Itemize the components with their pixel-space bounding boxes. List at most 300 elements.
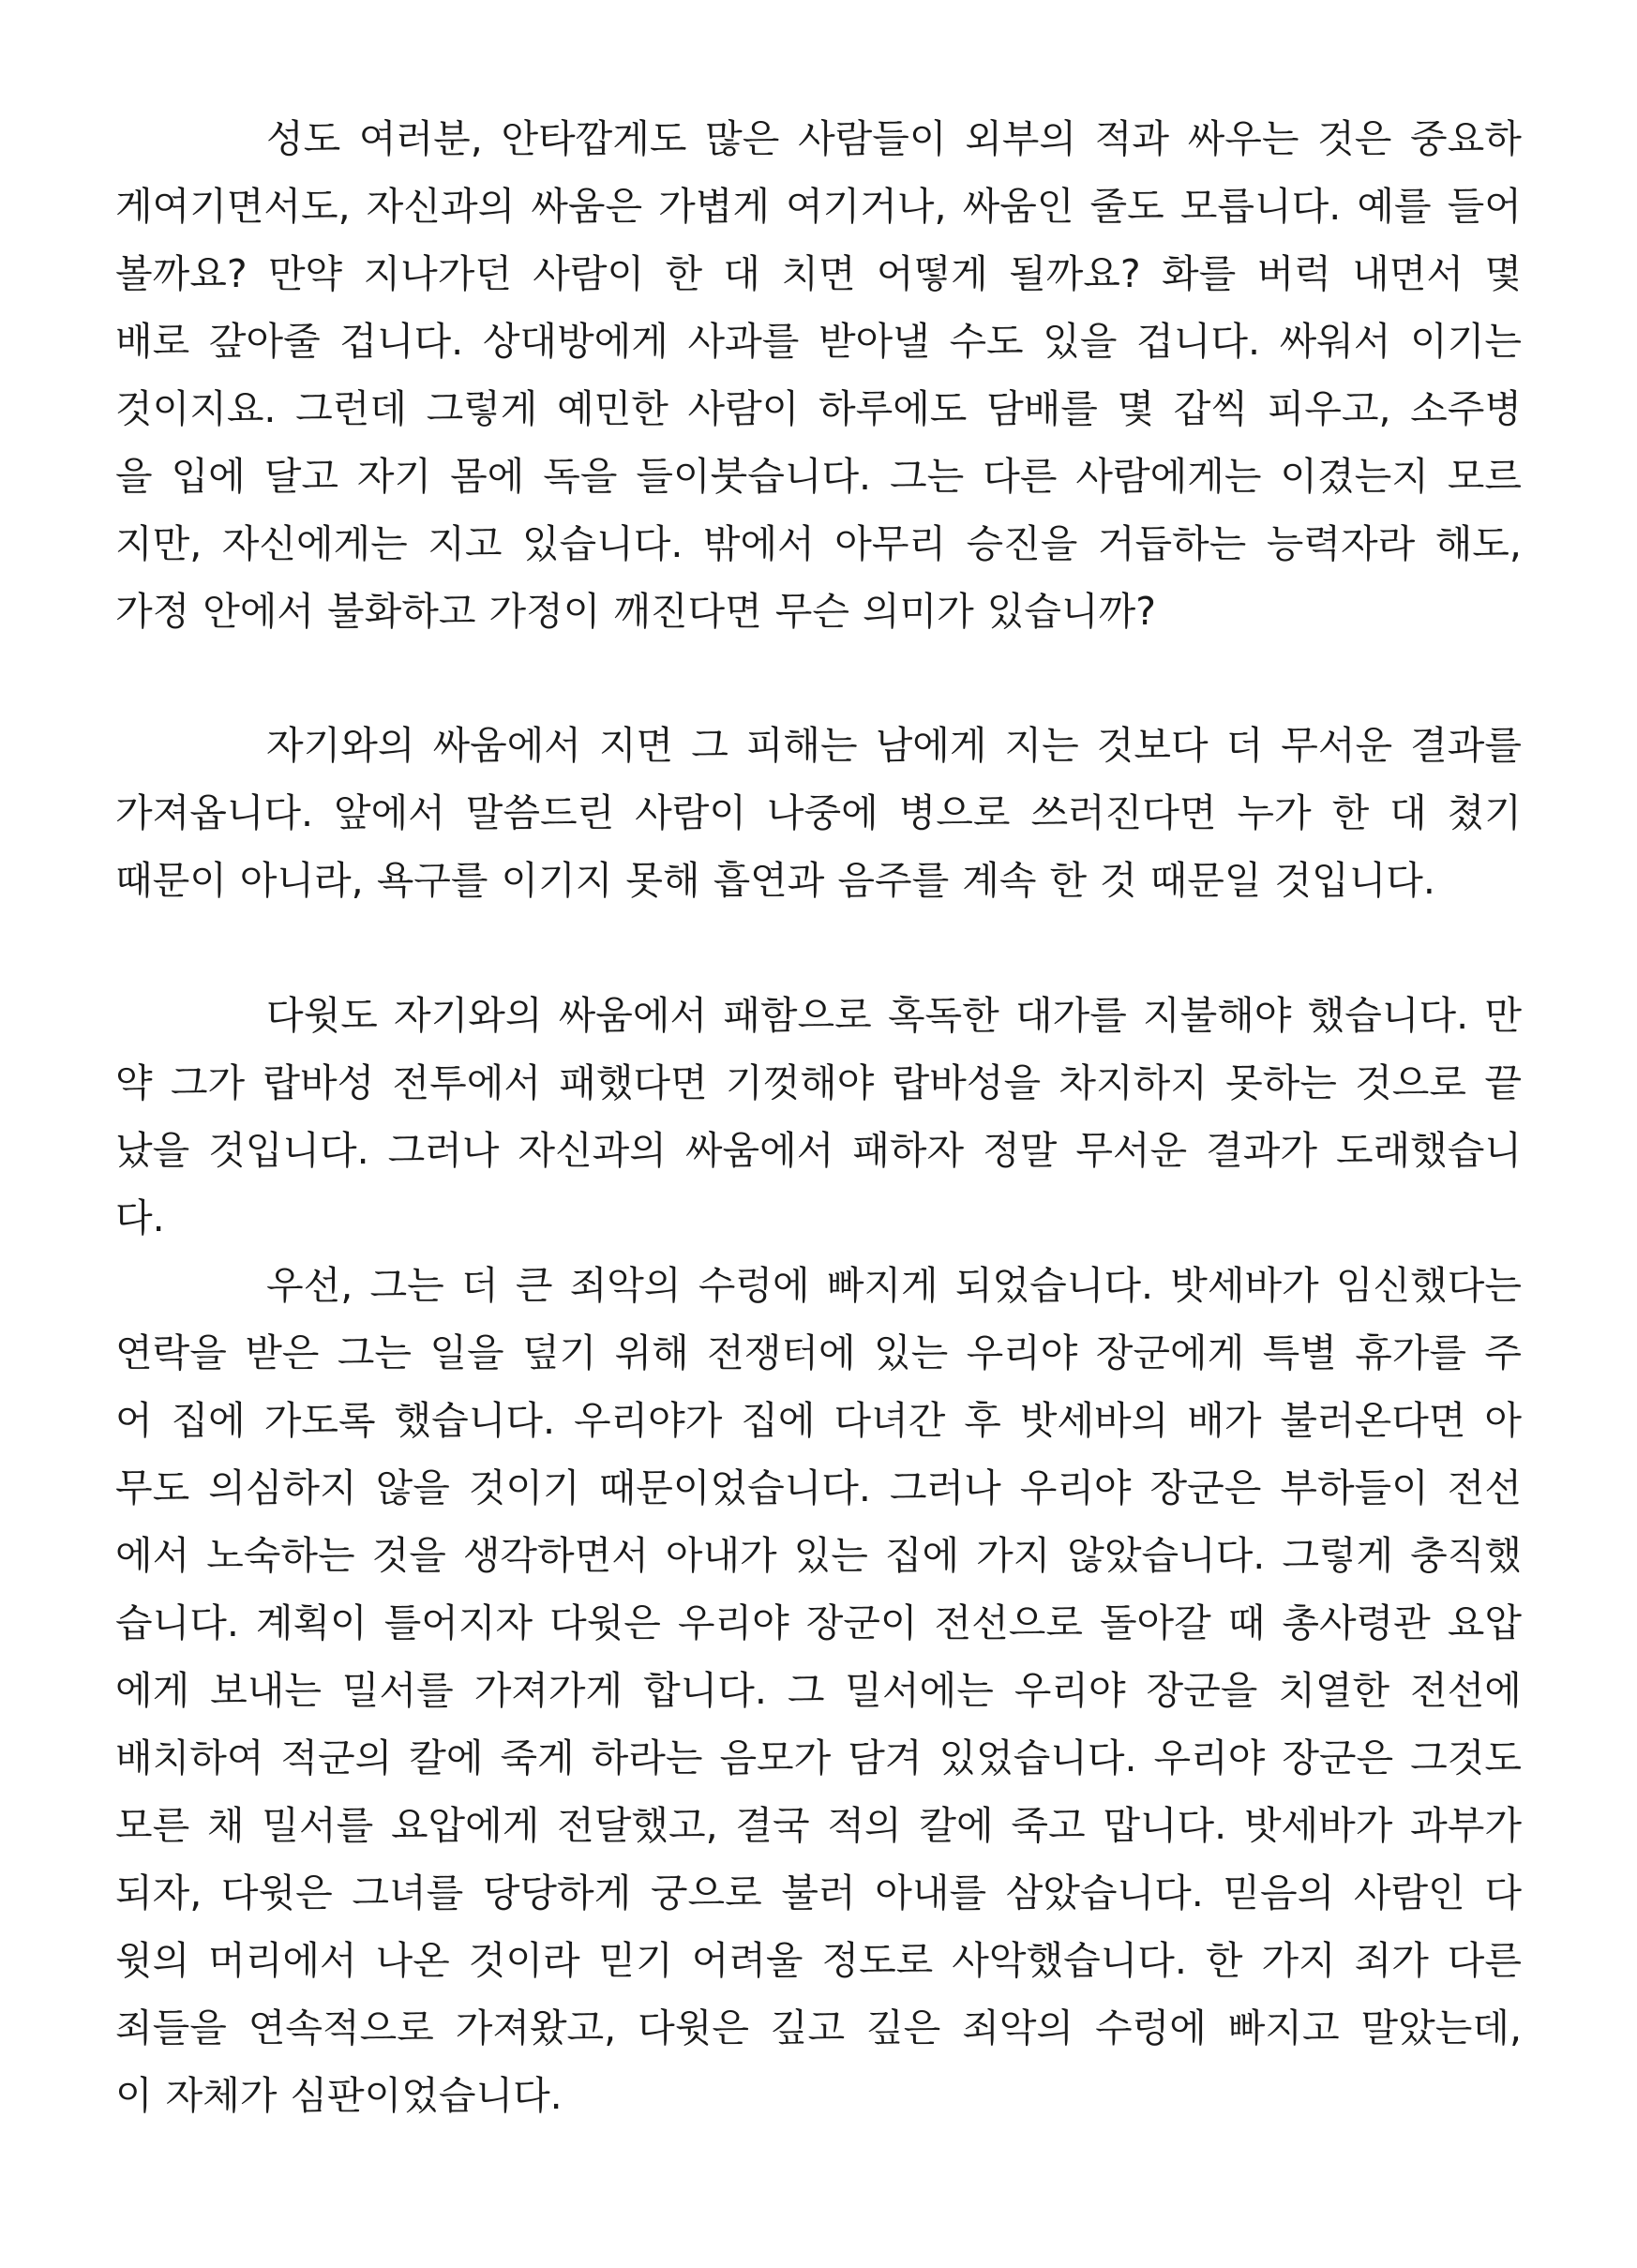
word: 밧세바가 [1243,1803,1393,1848]
word: 에서 [115,1533,190,1578]
word: 욕구를 [376,858,488,903]
word: 무도 [115,1465,190,1510]
word: 죄악의 [962,2005,1074,2050]
word: 만약 [267,251,343,296]
word: 연속적으로 [248,2005,434,2050]
word: 칼에 [409,1735,484,1780]
word: 아니라, [239,858,364,903]
word: 전선 [1447,1465,1522,1510]
word: 불러온다면 [1280,1398,1466,1443]
word: 대가를 [1014,993,1127,1038]
word: 한 [1205,1938,1243,1983]
word: 어려울 [691,1938,803,1983]
word: 하루에도 [818,386,968,431]
word: 내면서 [1352,251,1464,296]
word: 장군을 [1146,1668,1258,1713]
text-line [115,1306,1522,1377]
word: 되었습니다. [954,1263,1153,1308]
word: 누가 [1237,790,1312,835]
word: 줄도 [1089,184,1164,229]
word: 사람인 [1353,1870,1465,1915]
word: 혹독한 [887,993,999,1038]
word: 모른 [115,1803,190,1848]
word: 아 [1484,1398,1522,1443]
word: 전선에 [1410,1668,1522,1713]
text-line [115,1374,1522,1445]
word: 승진을 [966,521,1078,566]
word: 아내가 [665,1533,777,1578]
word: 의미가 [862,589,974,634]
word: 궁으로 [650,1870,762,1915]
word: 다윗은 [638,2005,749,2050]
word: 수렁에 [698,1263,810,1308]
word: 그가 [170,1060,246,1105]
word: 지면 [598,723,674,768]
word: 가볍게 [658,184,770,229]
text-line [115,564,1522,636]
word: 한 [1049,858,1088,903]
word: 싸움에서 [558,993,708,1038]
word: 사람에게는 [1075,454,1262,499]
word: 가정 [115,589,190,634]
word: 않을 [375,1465,450,1510]
word: 쓰러진다면 [1030,790,1217,835]
word: 합니다. [643,1668,767,1713]
word: 장군이 [805,1600,918,1645]
word: 했습니다. [394,1398,555,1443]
word: 이기지 [501,858,613,903]
word: 싸움에서 [684,1128,834,1173]
word: 사람이 [533,251,645,296]
word: 병으로 [898,790,1011,835]
word: 더 [1225,723,1264,768]
word: 을 [115,454,153,499]
word: 사람이 [687,386,800,431]
word: 믿음의 [1223,1870,1335,1915]
word: 되자, [115,1870,203,1915]
text-line [115,1036,1522,1107]
word: 말았는데, [1360,2005,1522,2050]
word: 다른 [983,454,1058,499]
word: 전달했고, [557,1803,718,1848]
word: 믿기 [598,1938,673,1983]
word: 보내는 [210,1668,322,1713]
word: 어떻게 [876,251,988,296]
word: 대 [1389,790,1427,835]
text-line [115,497,1522,568]
word: 남에게 [875,723,987,768]
word: 음모가 [719,1735,832,1780]
word: 앞에서 [334,790,445,835]
word: 입에 [171,454,246,499]
word: 갚아줄 [208,319,321,364]
word: 자신과의 [518,1128,667,1173]
word: 전선으로 [934,1600,1083,1645]
word: 모르 [1447,454,1522,499]
word: 머리에서 [208,1938,357,1983]
word: 자신과의 [366,184,516,229]
word: 적군의 [280,1735,393,1780]
text-line [115,1171,1522,1242]
word: 겁니다. [339,319,464,364]
word: 우리야 [1019,1465,1132,1510]
word: 수렁에 [1094,2005,1207,2050]
word: 사람이 [635,790,746,835]
word: 나온 [375,1938,450,1983]
word: 아내를 [875,1870,987,1915]
word: 우리야 [1014,1668,1126,1713]
word: 배치하여 [115,1735,264,1780]
word: 무서운 [1281,723,1393,768]
word: 받은 [245,1330,320,1375]
word: 못하는 [1225,1060,1337,1105]
word: 끝 [1484,1060,1522,1105]
word: 생각하면서 [462,1533,649,1578]
word: 났을 [115,1128,190,1173]
word: 몸에 [450,454,525,499]
word: 다윗은 [549,1600,661,1645]
word: 있었습니다. [939,1735,1137,1780]
word: 능력자라 [1266,521,1416,566]
word: 몇 [1484,251,1522,296]
word: 연락을 [115,1330,227,1375]
word: 덮기 [521,1330,597,1375]
word: 우리야 [1153,1735,1266,1780]
word: 집에 [741,1398,816,1443]
word: 그것도 [1410,1735,1522,1780]
word: 가지 [1261,1938,1336,1983]
word: 그러나 [387,1128,500,1173]
word: 않았습니다. [1067,1533,1266,1578]
word: 사악했습니다. [952,1938,1187,1983]
word: 그런데 [295,386,407,431]
word: 랍바성 [263,1060,375,1105]
word: 장군은 [1282,1735,1394,1780]
word: 성도 [266,116,341,161]
word: 기껏해야 [725,1060,875,1105]
word: 어 [115,1398,153,1443]
word: 외부의 [965,116,1077,161]
word: 있는 [793,1533,868,1578]
word: 것 [1100,858,1137,903]
word: 죽고 [1011,1803,1086,1848]
text-line [115,362,1522,433]
word: 과부가 [1410,1803,1522,1848]
word: 만 [1484,993,1522,1038]
word: 다 [1484,1870,1522,1915]
word: 계속 [962,858,1037,903]
word: 약 [115,1060,153,1105]
word: 총사령관 [1282,1600,1431,1645]
word: 거듭하는 [1097,521,1247,566]
word: 사람들이 [798,116,947,161]
text-line [115,1509,1522,1580]
word: 것이라 [468,1938,580,1983]
word: 자기 [356,454,432,499]
word: 습니다. [115,1600,239,1645]
word: 한 [1331,790,1370,835]
text-line [115,1104,1522,1175]
word: 밧세바의 [1019,1398,1169,1443]
word: 이겼는지 [1280,454,1429,499]
word: 차지하지 [1059,1060,1208,1105]
word: 돌아갈 [1099,1600,1211,1645]
word: 들이붓습니다. [636,454,872,499]
word: 패했다면 [559,1060,708,1105]
word: 겁니다. [1136,319,1261,364]
word: 음주를 [837,858,950,903]
word: 결과가 [1206,1128,1317,1173]
word: 해도, [1434,521,1522,566]
word: 패하자 [852,1128,965,1173]
text-line [266,969,1522,1040]
text-line [115,1576,1522,1647]
word: 여러분, [358,116,483,161]
word: 독을 [543,454,618,499]
word: 달고 [263,454,338,499]
word: 들어 [1447,184,1522,229]
text-line [115,1779,1522,1850]
word: 당당하게 [482,1870,632,1915]
word: 집에 [171,1398,246,1443]
word: 가지 [976,1533,1051,1578]
word: 그러나 [889,1465,1001,1510]
word: 의심하지 [208,1465,357,1510]
word: 후 [964,1398,1001,1443]
word: 죄들을 [115,2005,227,2050]
word: 예민한 [557,386,668,431]
word: 모릅니다. [1179,184,1342,229]
word: 것으로 [1355,1060,1467,1105]
word: 우리야 [677,1600,789,1645]
word: 자기와의 [394,993,543,1038]
text-line [266,1239,1522,1310]
word: 것입니다. [208,1128,369,1173]
word: 깨진다면 [613,589,762,634]
word: 때문이었습니다. [598,1465,871,1510]
word: 불러 [781,1870,856,1915]
word: 무서운 [1075,1128,1188,1173]
word: 볼까요? [115,251,248,296]
word: 불화하고 [327,589,476,634]
word: 깊은 [866,2005,941,2050]
word: 그녀를 [352,1870,464,1915]
word: 집에 [884,1533,960,1578]
word: 이 [115,2073,153,2118]
word: 싸움에서 [432,723,581,768]
word: 다녀간 [834,1398,946,1443]
word: 죄가 [1354,1938,1429,1983]
text-line [115,2049,1522,2120]
word: 치열한 [1278,1668,1390,1713]
word: 자신에게는 [221,521,408,566]
word: 다윗은 [220,1870,333,1915]
word: 패함으로 [723,993,872,1038]
word: 때문일 [1149,858,1262,903]
text-line [115,834,1522,905]
word: 지만, [115,521,203,566]
word: 밀서에는 [845,1668,994,1713]
word: 말씀드린 [465,790,615,835]
word: 것은 [1317,116,1392,161]
word: 대 [723,251,761,296]
word: 있습니다. [521,521,683,566]
text-line [115,766,1522,837]
word: 결국 [735,1803,810,1848]
word: 자체가 [165,2073,278,2118]
word: 치면 [781,251,856,296]
text-line [266,698,1522,770]
word: 안에서 [203,589,315,634]
word: 그렇게 [426,386,538,431]
word: 밀서를 [262,1803,374,1848]
word: 소주병 [1410,386,1522,431]
word: 지나가던 [363,251,512,296]
word: 한 [665,251,703,296]
word: 맙니다. [1103,1803,1227,1848]
word: 결과를 [1410,723,1522,768]
word: 밧세바가 [1170,1263,1319,1308]
word: 다. [115,1195,165,1240]
word: 했습니다. [1307,993,1469,1038]
word: 것입니다. [1274,858,1435,903]
text-line [115,1441,1522,1512]
word: 수도 [949,319,1024,364]
word: 아무리 [834,521,947,566]
word: 게여기면서도, [115,184,351,229]
word: 될까요? [1009,251,1141,296]
word: 가져왔고, [455,2005,617,2050]
word: 가져가게 [473,1668,623,1713]
word: 적과 [1094,116,1169,161]
word: 요압에게 [390,1803,540,1848]
word: 지고 [428,521,503,566]
word: 지불해야 [1143,993,1292,1038]
word: 요압 [1447,1600,1522,1645]
word: 싸우는 [1187,116,1299,161]
word: 노숙하는 [206,1533,355,1578]
word: 큰 [515,1263,553,1308]
word: 버럭 [1256,251,1331,296]
word: 것이기 [468,1465,580,1510]
word: 우리야가 [573,1398,723,1443]
word: 그는 [890,454,965,499]
word: 깊고 [770,2005,846,2050]
word: 몇 [1117,386,1155,431]
word: 칼에 [919,1803,994,1848]
word: 우선, [266,1263,353,1308]
word: 담겨 [848,1735,923,1780]
word: 싸워서 [1279,319,1391,364]
word: 많은 [705,116,780,161]
word: 무슨 [774,589,849,634]
word: 피우고, [1267,386,1391,431]
word: 담배를 [986,386,1098,431]
word: 밖에서 [702,521,815,566]
word: 더 [460,1263,499,1308]
word: 중요하 [1410,116,1522,161]
word: 여기거나, [786,184,947,229]
word: 그 [787,1668,825,1713]
word: 사과를 [687,319,800,364]
word: 못해 [625,858,700,903]
word: 있을 [1043,319,1118,364]
word: 위해 [614,1330,689,1375]
word: 쳤기 [1447,790,1522,835]
word: 밀서를 [341,1668,454,1713]
word: 임신했다는 [1335,1263,1522,1308]
word: 다른 [1447,1938,1522,1983]
word: 그렇게 [1282,1533,1394,1578]
word: 우리야 [966,1330,1078,1375]
word: 빠지고 [1227,2005,1340,2050]
word: 심판이었습니다. [290,2073,563,2118]
word: 자기와의 [266,723,415,768]
word: 전투에서 [392,1060,541,1105]
word: 때 [1227,1600,1266,1645]
word: 상대방에게 [482,319,668,364]
word: 싸움인 [962,184,1074,229]
word: 정도로 [821,1938,934,1983]
word: 윗의 [115,1938,190,1983]
word: 랍바성을 [892,1060,1042,1105]
word: 죽게 [500,1735,575,1780]
word: 일을 [429,1330,504,1375]
word: 가정이 [488,589,601,634]
word: 싸움은 [531,184,643,229]
word: 것이지요. [115,386,277,431]
word: 안타깝게도 [501,116,687,161]
word: 흡연과 [713,858,825,903]
word: 휴가를 [1355,1330,1467,1375]
word: 정말 [983,1128,1058,1173]
word: 에게 [115,1668,190,1713]
word: 예를 [1357,184,1432,229]
text-line [115,1981,1522,2052]
text-line [115,294,1522,366]
word: 주 [1484,1330,1522,1375]
text-line [115,227,1522,298]
word: 도래했습니 [1335,1128,1522,1173]
word: 나중에 [766,790,879,835]
word: 빠지게 [826,1263,939,1308]
word: 채 [206,1803,245,1848]
word: 적의 [827,1803,902,1848]
word: 받아낼 [818,319,930,364]
text-line [115,429,1522,501]
word: 것보다 [1096,723,1209,768]
word: 틀어지자 [383,1600,533,1645]
word: 부하들이 [1280,1465,1429,1510]
word: 그 [691,723,728,768]
word: 전쟁터에 [707,1330,856,1375]
text-line [115,159,1522,231]
word: 그는 [369,1263,444,1308]
text-line [115,1846,1522,1917]
word: 있습니까? [986,589,1156,634]
text-line [115,1711,1522,1782]
word: 가도록 [263,1398,376,1443]
word: 갑씩 [1173,386,1248,431]
word: 화를 [1162,251,1237,296]
word: 충직했 [1410,1533,1522,1578]
word: 배로 [115,319,190,364]
word: 장군은 [1149,1465,1262,1510]
word: 삼았습니다. [1005,1870,1204,1915]
word: 피해는 [745,723,858,768]
word: 것을 [371,1533,446,1578]
word: 이기는 [1410,319,1522,364]
